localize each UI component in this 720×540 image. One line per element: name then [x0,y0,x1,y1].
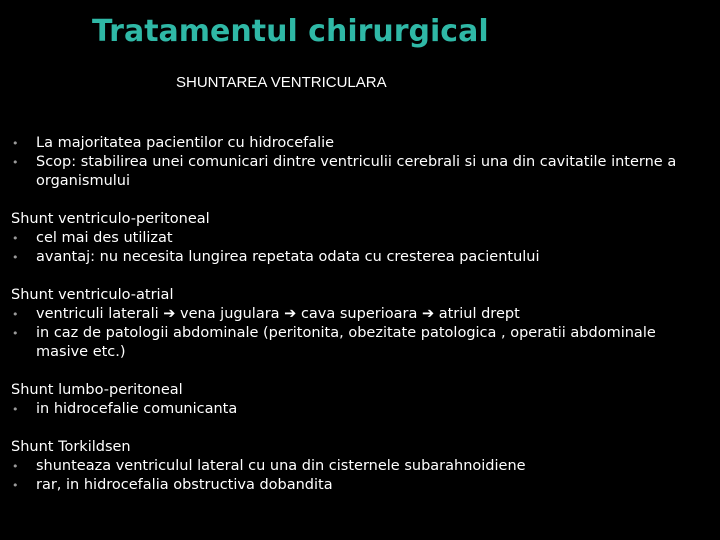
bullet-icon: • [12,251,19,264]
list-item-text: La majoritatea pacientilor cu hidrocefalie [36,135,335,151]
bullet-icon: • [12,308,19,321]
list-item-text: shunteaza ventriculul lateral cu una din cisternele subarahnoidiene [36,458,526,474]
section-heading: Shunt ventriculo-peritoneal [11,211,210,227]
list-item [11,229,711,248]
section-ventriculo-peritoneal [11,210,711,267]
arrow-right-icon: ➔ [163,306,180,322]
section-heading: Shunt lumbo-peritoneal [11,382,183,398]
list-item [11,400,711,419]
intro-list [11,134,711,191]
section-heading: Shunt ventriculo-atrial [11,287,174,303]
list-item-text: Scop: stabilirea unei comunicari dintre ventriculii cerebrali si una din cavitatile interne a organismului [36,154,677,189]
route-step: atriul drept [438,306,520,322]
list-item-text: in hidrocefalie comunicanta [36,401,238,417]
route-step: ventriculi laterali [36,306,159,322]
route-step: vena jugulara [180,306,280,322]
slide-content [11,134,711,495]
slide-subtitle: SHUNTAREA VENTRICULARA [176,74,387,91]
route-step: cava superioara [300,306,418,322]
section-heading: Shunt Torkildsen [11,439,131,455]
list-item-text: cel mai des utilizat [36,230,173,246]
slide-title: Tratamentul chirurgical [92,14,489,49]
list-item [11,324,711,362]
list-item [11,476,711,495]
arrow-right-icon: ➔ [421,306,439,322]
arrow-right-icon: ➔ [284,306,297,322]
list-item [11,153,711,191]
section-lumbo-peritoneal [11,381,711,419]
list-item-text: in caz de patologii abdominale (peritonita, obezitate patologica , operatii abdominale masive etc.) [36,325,656,360]
bullet-icon: • [12,460,19,473]
section-torkildsen [11,438,711,495]
list-item [11,134,711,153]
bullet-icon: • [12,327,19,340]
bullet-icon: • [12,232,19,245]
bullet-icon: • [12,156,19,169]
section-ventriculo-atrial [11,286,711,362]
bullet-icon: • [12,137,19,150]
bullet-icon: • [12,479,19,492]
list-item-text: avantaj: nu necesita lungirea repetata odata cu cresterea pacientului [36,249,540,265]
bullet-icon: • [12,403,19,416]
list-item [11,305,711,324]
list-item [11,248,711,267]
list-item [11,457,711,476]
list-item-text: rar, in hidrocefalia obstructiva dobandita [36,477,333,493]
